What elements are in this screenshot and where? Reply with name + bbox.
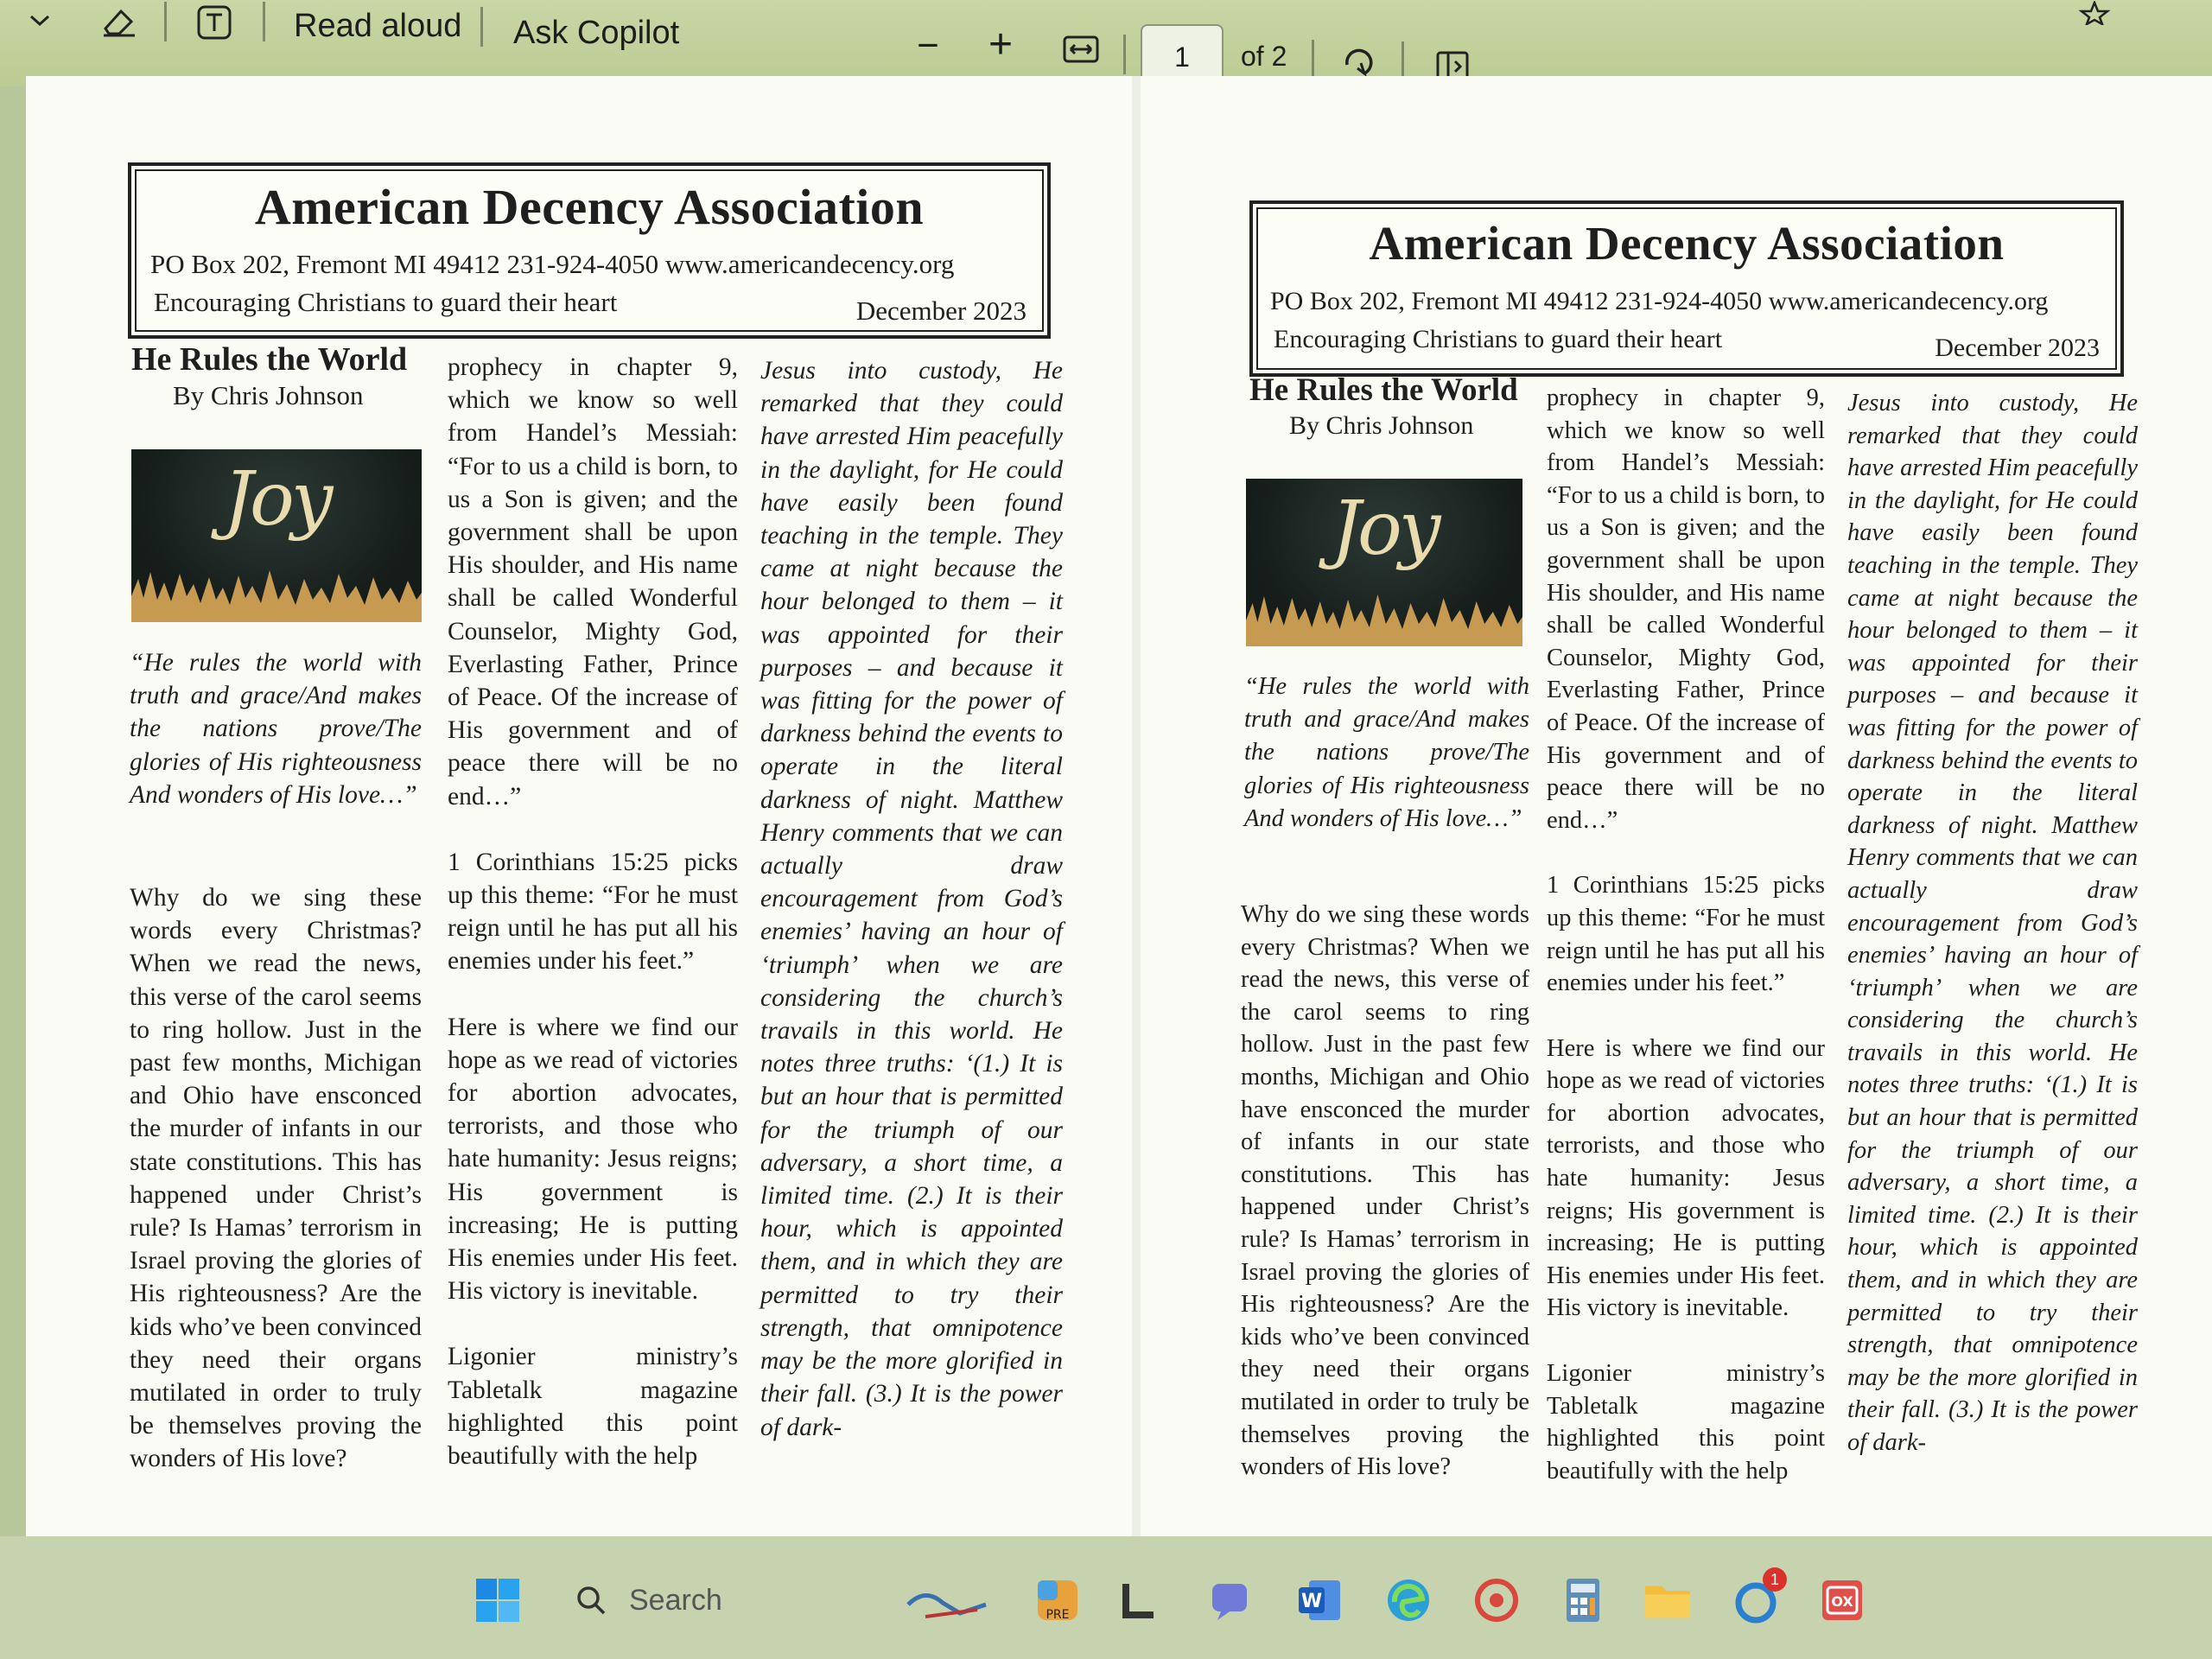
- app-blue-icon[interactable]: [1732, 1570, 1780, 1624]
- pdf-document-area[interactable]: [26, 76, 2212, 1536]
- masthead-address: PO Box 202, Fremont MI 49412 231-924-4050 www.americandecency.org: [150, 249, 955, 279]
- calculator-icon[interactable]: [1559, 1576, 1607, 1624]
- folder-icon[interactable]: [1643, 1576, 1692, 1624]
- star-icon[interactable]: [2075, 0, 2113, 26]
- article-column-2: prophecy in chapter 9, which we know so well from Handel’s Messiah: “For to us a child is born, to us a Son is given; and the government shall be upon His shoulder, and His name shall be called Wonderful Counselor, Mighty God, Everlasting Father, Prince of Peace. Of the increase of His government and of peace there will be no end…” 1 Corinthians 15:25 picks up this theme: “For he must reign until he has put all his enemies under his feet.” Here is where we find our hope as we read of victories for abortion advocates, terrorists, and those who hate humanity: Jesus reigns; His government is increasing; He is putting His enemies under His feet. His victory is inevitable. Ligonier ministry’s Tabletalk magazine highlighted this point beautifully with the help: [1547, 385, 1825, 1484]
- page-total-label: of 2: [1241, 40, 1287, 72]
- toolbar-divider: [164, 2, 167, 41]
- start-icon[interactable]: [474, 1576, 522, 1624]
- article-title: He Rules the World: [131, 341, 408, 378]
- toolbar-divider: [480, 7, 483, 47]
- toolbar-divider: [263, 2, 265, 41]
- joy-image-text: Joy: [223, 456, 330, 543]
- chevron-down-icon[interactable]: [22, 3, 57, 38]
- search-placeholder: Search: [629, 1583, 722, 1617]
- masthead-title: American Decency Association: [254, 179, 925, 235]
- article-column-3: Jesus into custody, He remarked that they could have arrested Him peacefully in the daylight, for He could have easily been found teaching in the temple. They came at night because the hour belonged to them – it was appointed for their purposes – and because it was fitting for the power of darkness behind the events to operate in the literal darkness of night. Matthew Henry comments that we can actually draw encouragement from God’s enemies’ having an hour of ‘triumph’ when we are considering the church’s travails in this world. He notes three truths: ‘(1.) It is but an hour that is permitted for the triumph of our adversary, a short time, a limited time. (2.) It is their hour, which is appointed them, and in which they are permitted to try their strength, that omnipotence may be the more glorified in their fall. (3.) It is the power of dark-: [760, 357, 1063, 1441]
- notification-badge: 1: [1763, 1567, 1787, 1592]
- masthead-tagline: Encouraging Christians to guard their heart: [154, 287, 618, 317]
- article-byline: By Chris Johnson: [1289, 411, 1474, 440]
- trees-graphic: [1246, 586, 1522, 646]
- taskbar-search[interactable]: [574, 1574, 722, 1626]
- zoom-in-button[interactable]: +: [988, 21, 1014, 67]
- app-ox-icon[interactable]: [1818, 1576, 1866, 1624]
- article-byline: By Chris Johnson: [173, 380, 364, 410]
- text-box-icon[interactable]: [192, 2, 237, 43]
- widget-icon[interactable]: [895, 1576, 999, 1624]
- masthead-title: American Decency Association: [1369, 217, 2005, 270]
- word-icon[interactable]: [1296, 1576, 1344, 1624]
- svg-text:OX: OX: [1831, 1593, 1853, 1610]
- masthead-tagline: Encouraging Christians to guard their heart: [1274, 325, 1723, 353]
- svg-text:PRE: PRE: [1046, 1608, 1070, 1622]
- app-l-icon[interactable]: [1115, 1576, 1163, 1624]
- trees-graphic: [131, 562, 422, 622]
- page-number-input[interactable]: 1: [1141, 24, 1224, 90]
- app-pre-icon[interactable]: [1033, 1576, 1082, 1624]
- pdf-toolbar: [0, 0, 2212, 86]
- app-red-icon[interactable]: [1472, 1576, 1521, 1624]
- svg-text:W: W: [1300, 1591, 1323, 1612]
- joy-image: [1246, 479, 1522, 646]
- toolbar-divider: [1123, 35, 1126, 74]
- article-column-3: Jesus into custody, He remarked that they could have arrested Him peacefully in the daylight, for He could have easily been found teaching in the temple. They came at night because the hour belonged to them – it was appointed for their purposes – and because it was fitting for the power of darkness behind the events to operate in the literal darkness of night. Matthew Henry comments that we can actually draw encouragement from God’s enemies’ having an hour of ‘triumph’ when we are considering the church’s travails in this world. He notes three truths: ‘(1.) It is but an hour that is permitted for the triumph of our adversary, a short time, a limited time. (2.) It is their hour, which is appointed them, and in which they are permitted to try their strength, that omnipotence may be the more glorified in their fall. (3.) It is the power of dark-: [1847, 390, 2138, 1456]
- article-quote: “He rules the world with truth and grace/And makes the nations prove/The glories of His righteousness And wonders of His love…”: [1244, 673, 1529, 832]
- masthead: [1249, 200, 2124, 377]
- masthead-date: December 2023: [855, 296, 1027, 326]
- article-title: He Rules the World: [1249, 372, 1518, 408]
- article-column-1: Why do we sing these words every Christmas? When we read the news, this verse of the carol seems to ring hollow. Just in the past few months, Michigan and Ohio have ensconced the murder of infants in our state constitutions. This has happened under Christ’s rule? Is Hamas’ terrorism in Israel proving the glories of His righteousness? Are the kids who’ve been convinced they need their organs mutilated in order to truly be themselves proving the wonders of His love?: [130, 884, 422, 1473]
- pdf-page-1: [26, 76, 1132, 1536]
- fit-width-icon[interactable]: [1058, 29, 1104, 69]
- joy-image-text: Joy: [1331, 486, 1438, 572]
- masthead-date: December 2023: [1935, 334, 2100, 362]
- chat-icon[interactable]: [1206, 1576, 1255, 1624]
- eraser-icon[interactable]: [95, 0, 143, 43]
- article-column-1: Why do we sing these words every Christmas? When we read the news, this verse of the carol seems to ring hollow. Just in the past few months, Michigan and Ohio have ensconced the murder of infants in our state constitutions. This has happened under Christ’s rule? Is Hamas’ terrorism in Israel proving the glories of His righteousness? Are the kids who’ve been convinced they need their organs mutilated in order to truly be themselves proving the wonders of His love?: [1241, 901, 1529, 1481]
- zoom-out-button[interactable]: −: [917, 24, 939, 67]
- taskbar: [0, 1536, 2212, 1659]
- masthead-address: PO Box 202, Fremont MI 49412 231-924-4050 www.americandecency.org: [1270, 287, 2049, 315]
- edge-icon[interactable]: [1384, 1576, 1433, 1624]
- masthead: [128, 162, 1051, 339]
- pdf-page-2: [1141, 76, 2212, 1536]
- read-aloud-button[interactable]: Read aloud: [294, 7, 462, 44]
- article-column-2: prophecy in chapter 9, which we know so well from Handel’s Messiah: “For to us a child is born, to us a Son is given; and the government shall be upon His shoulder, and His name shall be called Wonderful Counselor, Mighty God, Everlasting Father, Prince of Peace. Of the increase of His government and of peace there will be no end…” 1 Corinthians 15:25 picks up this theme: “For he must reign until he has put all his enemies under his feet.” Here is where we find our hope as we read of victories for abortion advocates, terrorists, and those who hate humanity: Jesus reigns; His government is increasing; He is putting His enemies under His feet. His victory is inevitable. Ligonier ministry’s Tabletalk magazine highlighted this point beautifully with the help: [448, 353, 738, 1471]
- article-quote: “He rules the world with truth and grace/And makes the nations prove/The glories of His righteousness And wonders of His love…”: [130, 649, 422, 809]
- ask-copilot-button[interactable]: Ask Copilot: [513, 14, 680, 51]
- joy-image: [131, 449, 422, 622]
- search-icon: [574, 1583, 608, 1618]
- toolbar-divider: [1312, 40, 1314, 79]
